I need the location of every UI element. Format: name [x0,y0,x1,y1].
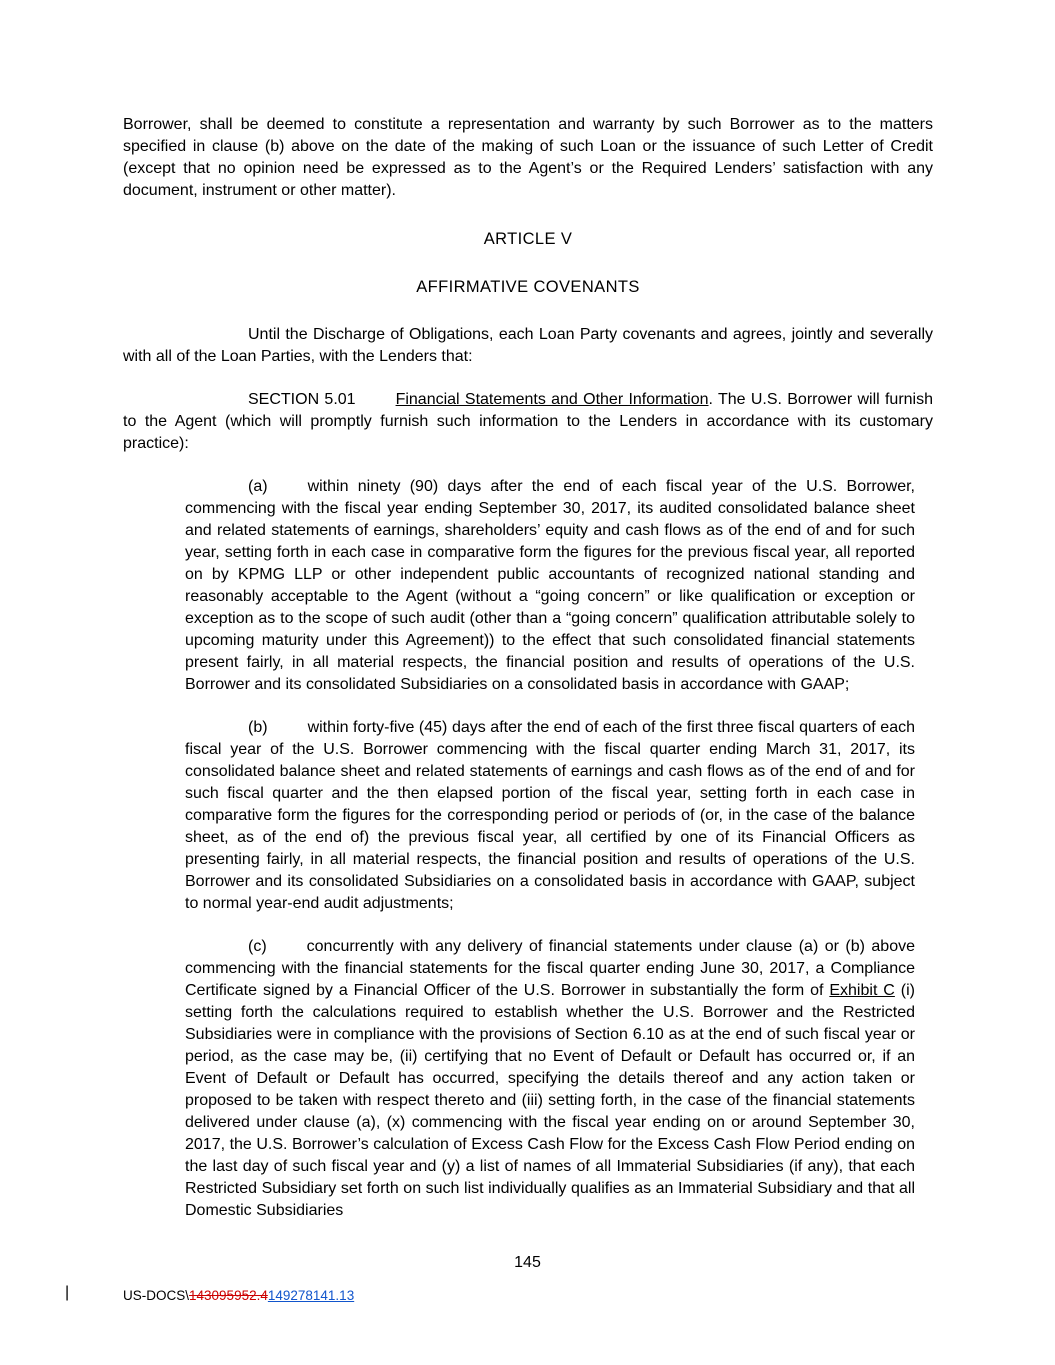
clause-c-paragraph [185,936,915,1222]
article-subheading: AFFIRMATIVE COVENANTS [416,278,640,296]
clause-b-label: (b) [248,719,268,736]
footer-new-doc-id: 149278141.13 [267,1288,355,1303]
clause-b-text: within forty-five (45) days after the end of each of the first three fiscal quarters of each fiscal year of the U.S. Borrower commencing with the fiscal quarter ending March 31, 2017, its consolidated balance sheet and related statements of earnings and cash flows as of the end of and for such fiscal quarter and the then elapsed portion of the fiscal year, setting forth in each case in comparative form the figures for the corresponding period or periods of (or, in the case of the balance sheet, as of the end of) the previous fiscal year, all certified by one of its Financial Officers as presenting fairly, in all material respects, the financial position and results of operations of the U.S. Borrower and its consolidated Subsidiaries on a consolidated basis in accordance with GAAP, subject to normal year-end audit adjustments; [185,719,915,912]
section-title: Financial Statements and Other Information [395,391,709,408]
clause-b-paragraph [185,717,915,915]
footer [65,1284,355,1307]
section-label: SECTION 5.01 [248,391,356,408]
exhibit-c-reference: Exhibit C [829,982,895,999]
page-number: 145 [514,1254,541,1271]
clause-a-paragraph [185,476,915,696]
intro-paragraph: Borrower, shall be deemed to constitute a representation and warranty by such Borrower as to the matters specified in clause (b) above on the date of the making of such Loan or the issuance of such Letter of Credit (except that no opinion need be expressed as to the Agent’s or the Required Lenders’ satisfaction with any document, instrument or other matter). [123,116,933,199]
clause-a-label: (a) [248,478,268,495]
document-content [123,114,933,1243]
footer-doc-prefix: US-DOCS\ [123,1288,190,1303]
section-text: . The U.S. Borrower will furnish to the Agent (which will promptly furnish such information to the Lenders in accordance with its customary practice): [123,391,934,452]
article-heading: ARTICLE V [483,230,573,248]
footer-old-doc-id: 143095952.4 [189,1288,268,1303]
covenant-intro-paragraph: Until the Discharge of Obligations, each Loan Party covenants and agrees, jointly and severally with all of the Loan Parties, with the Lenders that: [123,326,933,365]
section-501-paragraph [123,389,933,455]
change-bar: | [65,1284,70,1301]
clause-a-text: within ninety (90) days after the end of each fiscal year of the U.S. Borrower, commencing with the fiscal year ending September 30, 2017, its audited consolidated balance sheet and related statements of earnings, shareholders’ equity and cash flows as of the end of and for such year, setting forth in each case in comparative form the figures for the previous fiscal year, all reported on by KPMG LLP or other independent public accountants of recognized national standing and reasonably acceptable to the Agent (without a “going concern” or like qualification or exception or exception as to the scope of such audit (other than a “going concern” qualification attributable solely to upcoming maturity under this Agreement)) to the effect that such consolidated financial statements present fairly, in all material respects, the financial position and results of operations of the U.S. Borrower and its consolidated Subsidiaries on a consolidated basis in accordance with GAAP; [185,478,915,693]
clause-c-label: (c) [248,938,267,955]
clause-c-text-after: (i) setting forth the calculations required to establish whether the U.S. Borrower and the Restricted Subsidiaries were in compliance with the provisions of Section 6.10 as at the end of such fiscal year or period, as the case may be, (ii) certifying that no Event of Default or Default has occurred or, if an Event of Default or Default has occurred, specifying the details thereof and any action taken or proposed to be taken with respect thereto and (iii) setting forth, in the case of the financial statements delivered under clause (a), (x) commencing with the fiscal year ending on or around September 30, 2017, the U.S. Borrower’s calculation of Excess Cash Flow for the Excess Cash Flow Period ending on the last day of such fiscal year and (y) a list of names of all Immaterial Subsidiaries (if any), that each Restricted Subsidiary set forth on such list individually qualifies as an Immaterial Subsidiary and that all Domestic Subsidiaries [185,982,916,1219]
clause-c-text-before: concurrently with any delivery of financial statements under clause (a) or (b) above commencing with the financial statements for the fiscal quarter ending June 30, 2017, a Compliance Certificate signed by a Financial Officer of the U.S. Borrower in substantially the form of [185,938,915,999]
